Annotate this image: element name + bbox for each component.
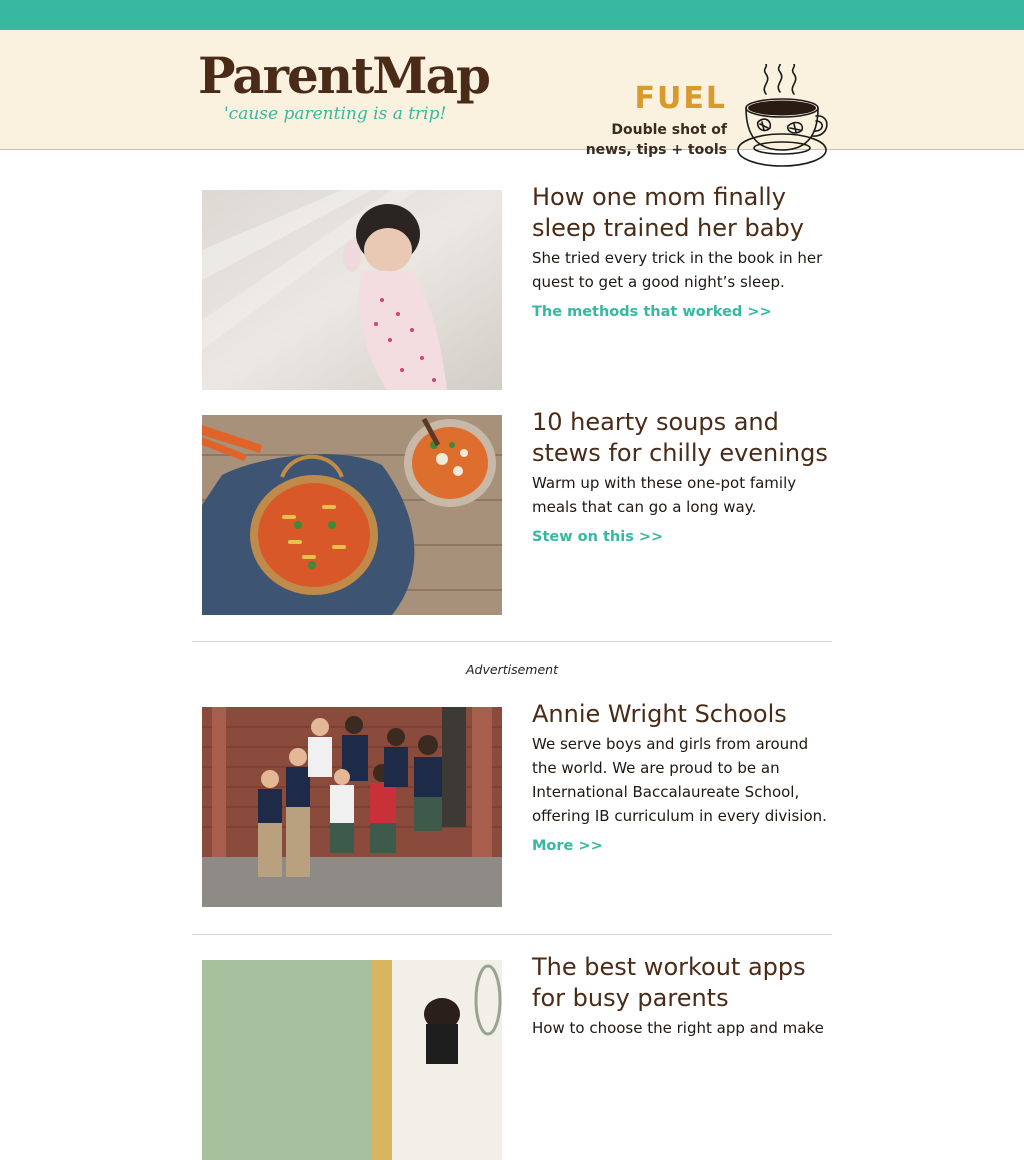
section-divider — [192, 934, 832, 935]
workout-image[interactable] — [202, 960, 502, 1160]
fuel-banner — [586, 82, 727, 160]
soup-image[interactable] — [202, 415, 502, 615]
article-card — [202, 183, 832, 390]
logo-tagline: 'cause parenting is a trip! — [224, 104, 447, 124]
students-image[interactable] — [202, 707, 502, 907]
parentmap-logo[interactable] — [198, 46, 489, 124]
article-description: Warm up with these one-pot family meals that can go a long way. — [532, 474, 797, 516]
coffee-cup-icon — [736, 64, 828, 170]
advertisement-label: Advertisement — [466, 662, 558, 677]
article-text — [532, 408, 832, 545]
baby-sleeping-image[interactable] — [202, 190, 502, 390]
ad-description: We serve boys and girls from around the world. We are proud to be an International Baccalaureate School, offering IB curriculum in every division. — [532, 735, 827, 825]
article-title[interactable]: The best workout apps for busy parents — [532, 953, 806, 1012]
article-read-more-link[interactable]: Stew on this >> — [532, 529, 664, 545]
article-description: How to choose the right app and make — [532, 1019, 824, 1037]
newsletter-header — [0, 30, 1024, 158]
ad-card — [202, 700, 832, 907]
article-card — [202, 953, 832, 1160]
ad-text — [532, 700, 832, 854]
section-divider — [192, 641, 832, 642]
fuel-title: FUEL — [634, 81, 727, 116]
article-text — [532, 183, 832, 320]
ad-more-link[interactable]: More >> — [532, 838, 603, 854]
article-text — [532, 953, 832, 1040]
article-title[interactable]: How one mom finally sleep trained her baby — [532, 183, 804, 242]
logo-wordmark: ParentMap — [198, 46, 489, 105]
fuel-subtitle-line2: news, tips + tools — [585, 142, 727, 158]
ad-title[interactable]: Annie Wright Schools — [532, 700, 787, 728]
top-accent-bar — [0, 0, 1024, 30]
article-description: She tried every trick in the book in her quest to get a good night’s sleep. — [532, 249, 823, 291]
article-card — [202, 408, 832, 615]
article-title[interactable]: 10 hearty soups and stews for chilly evenings — [532, 408, 828, 467]
article-read-more-link[interactable]: The methods that worked >> — [532, 304, 772, 320]
fuel-subtitle-line1: Double shot of — [611, 122, 727, 138]
